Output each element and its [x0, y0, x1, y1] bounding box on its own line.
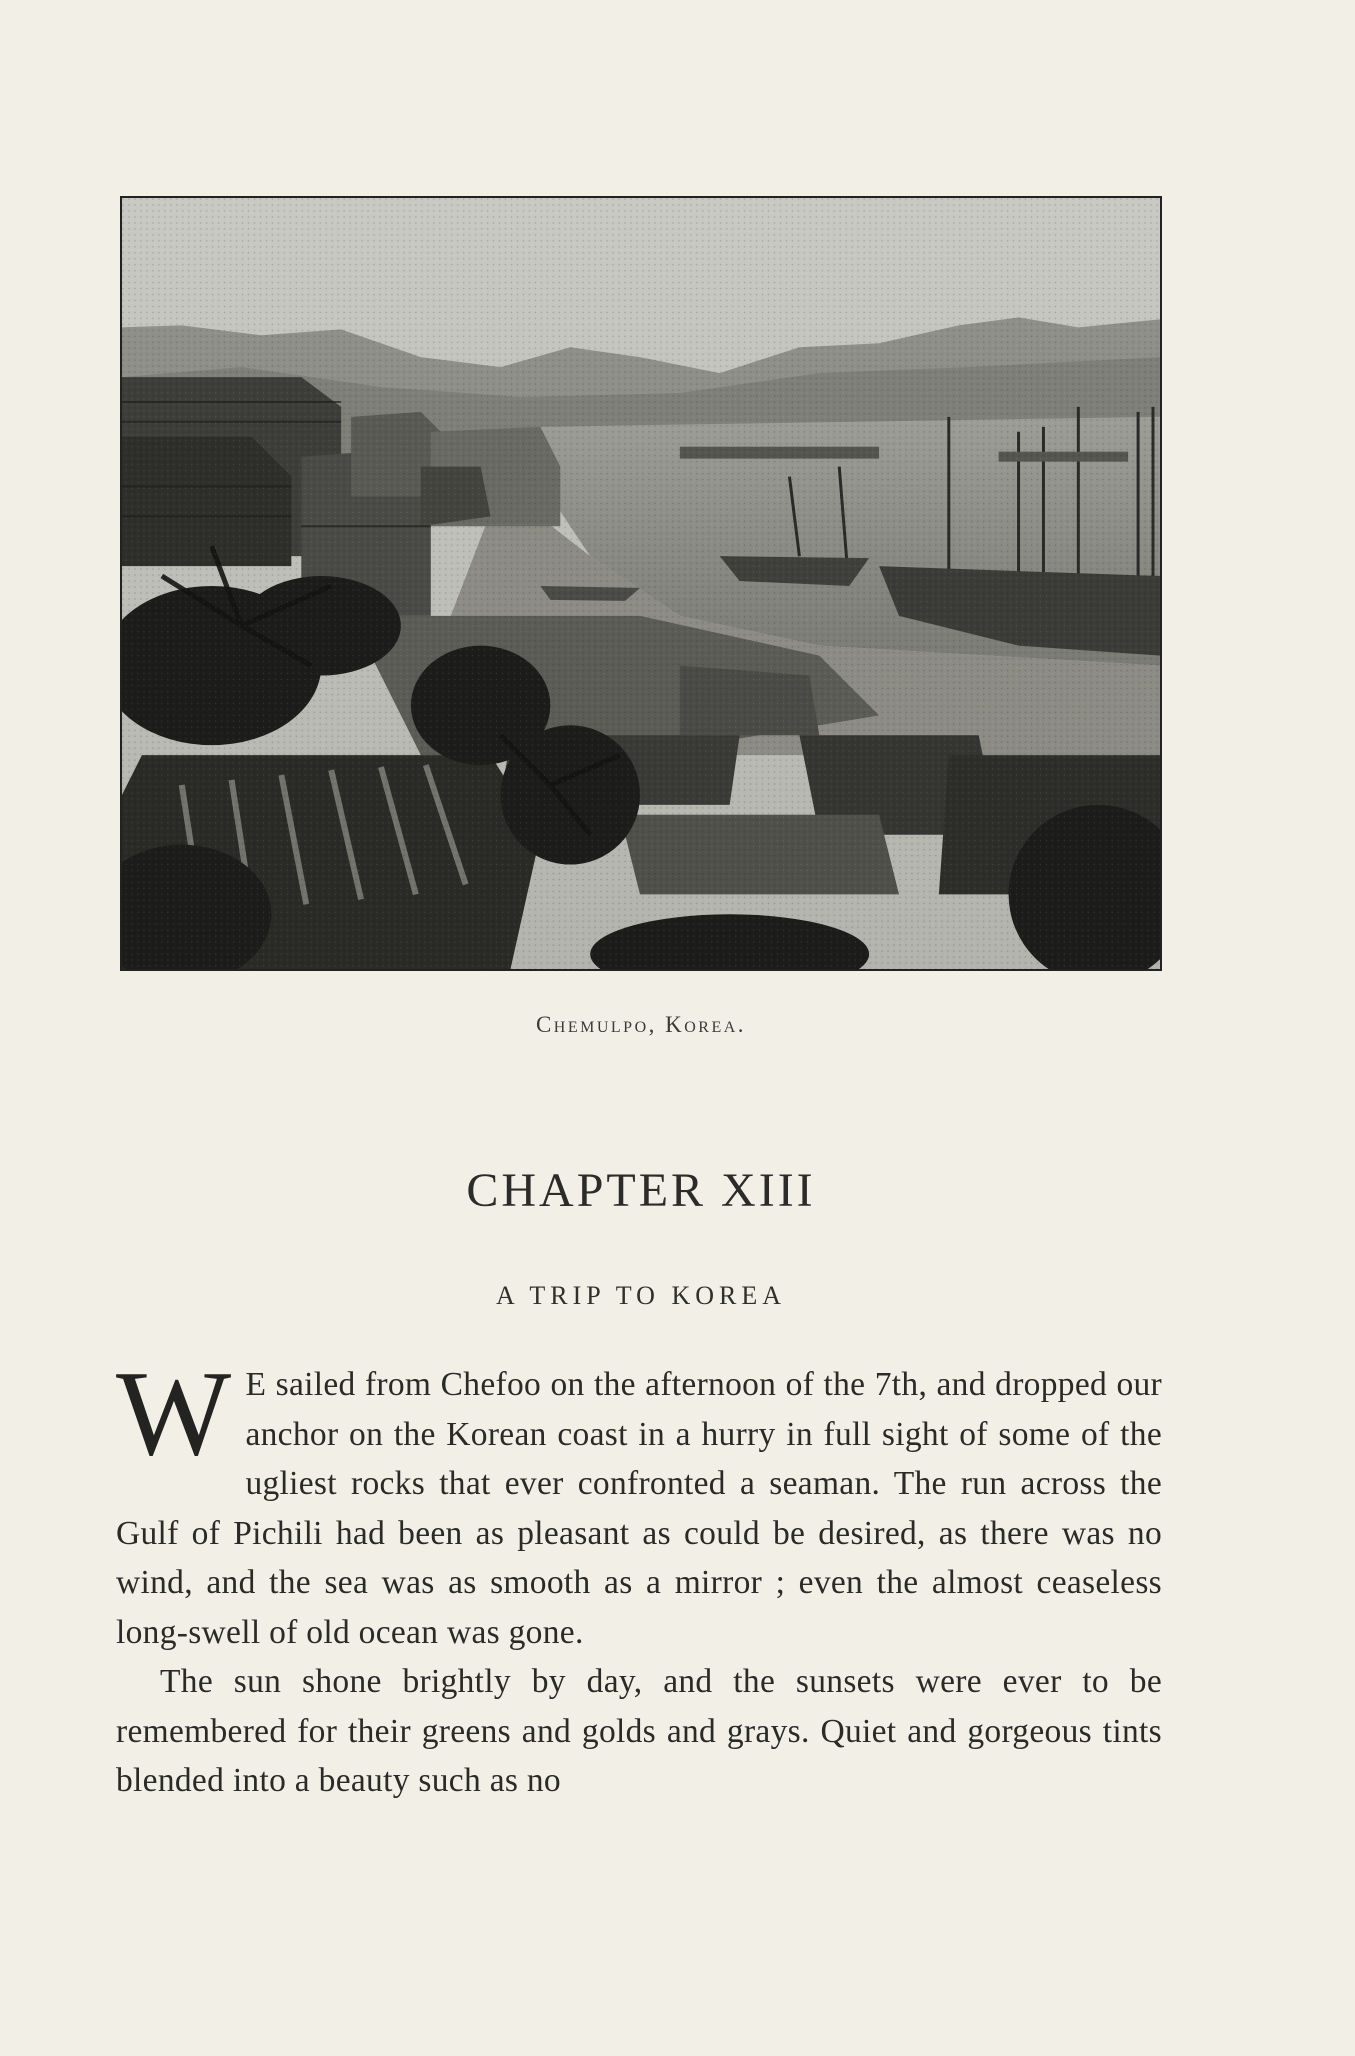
paragraph: [116, 1657, 1162, 1806]
chapter-body: [116, 1346, 1162, 1806]
harbor-photograph: [120, 196, 1162, 971]
drop-cap: W: [116, 1346, 232, 1481]
paragraph: [116, 1346, 1162, 1657]
chapter-title: CHAPTER XIII: [466, 1164, 816, 1217]
paragraph-text: E sailed from Chefoo on the afternoon of the 7th, and dropped our anchor on the Korean coast in a hurry in full sight of some of the ugliest rocks that ever confronted a seaman. The run across the Gulf of Pichili had been as pleasant as could be desired, as there was no wind, and the sea was as smooth as a mirror ; even the almost ceaseless long-swell of old ocean was gone.: [116, 1366, 1162, 1651]
paragraph-text: The sun shone brightly by day, and the sunsets were ever to be remembered for their greens and golds and grays. Quiet and gorgeous tints blended into a beauty such as no: [116, 1663, 1162, 1799]
chapter-subtitle: A TRIP TO KOREA: [495, 1281, 787, 1310]
harbor-photo-illustration: [122, 198, 1160, 969]
figure-caption: Chemulpo, Korea.: [535, 1012, 747, 1037]
